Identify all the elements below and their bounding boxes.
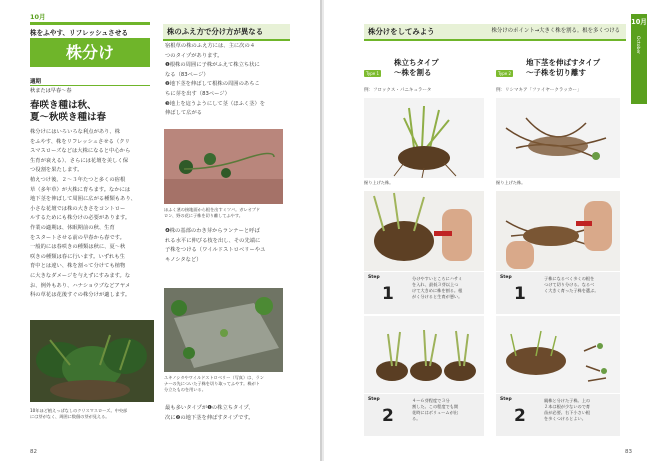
timing-label: 適期 (30, 77, 150, 86)
body-line: 生育が衰える）、さらには花壇を美しく保 (30, 157, 128, 164)
body-line: ❹株の基部のわき芽からランナーと呼ば (165, 228, 260, 234)
body-line: 植えつけ後、２～３年たつと多くの宿根 (30, 176, 126, 183)
body-line: ❷地下茎を伸ばして根株の周囲のあちこ (165, 81, 260, 88)
caption-line: 10年ほど植えっぱなしのクリスマスローズ。中央部 (30, 408, 128, 413)
type2-title-line-2: ～子株を切り離す (526, 68, 586, 77)
type1-header (364, 60, 490, 79)
body-line: 草（多年草）が大株に育ちます。なかには (30, 186, 131, 193)
left-page (0, 0, 322, 461)
type2-step1-photo (496, 191, 620, 271)
type2-example: 例：リシマキア「ファイヤークラッカー」 (496, 88, 582, 93)
step-number: 2 (514, 406, 526, 426)
type2-badge: Type 2 (498, 71, 512, 76)
section-title: 株分けをしてみよう (368, 27, 435, 36)
body-line: ルするためにも株分けの必要があります。 (30, 215, 131, 222)
page-number-left: 82 (30, 449, 37, 455)
body-line: 最も多いタイプが❶の株立ちタイプ、 (165, 405, 254, 411)
body-line: 宿根草の株のふえ方には、主に次の４ (165, 43, 256, 49)
christmas-rose-photo (30, 320, 154, 402)
right-section-heading (364, 24, 626, 41)
caption-line: ロン、野の花に子株を切り離してふやす。 (164, 213, 243, 218)
mitsuba-photo (164, 129, 283, 204)
caption-line: 分立たものを用いる。 (164, 387, 206, 392)
body-line: 地下茎を伸ばして周囲に広がる種類もあり、 (30, 196, 136, 203)
body-line: 科の草花は花後すぐの株分けが適します。 (30, 292, 131, 299)
body-line: 一般的には春咲きの種類は秋に、夏～秋 (30, 244, 126, 251)
month-tab-en: October (635, 36, 640, 55)
body-text-2 (165, 42, 291, 119)
title-rule (30, 22, 150, 25)
step-number: 1 (382, 284, 394, 304)
body-line: 子株をつける（ワイルドストロベリーやユ (165, 247, 266, 254)
type2-title-line-1: 地下茎を伸ばすタイプ (526, 58, 601, 67)
type1-dug-caption: 掘り上げた株。 (364, 180, 394, 185)
section-label: 株をふやす、リフレッシュさせる (30, 29, 128, 37)
caption-line: には芽がなく、周囲に数個の芽が見える。 (30, 414, 110, 419)
type1-badge: Type 1 (366, 71, 380, 76)
month-label: 10月 (30, 13, 46, 21)
type2-dug-caption: 掘り上げた株。 (496, 180, 526, 185)
body-line: をスタートさせる前の早春から春です。 (30, 234, 125, 241)
type1-dug-photo (364, 98, 484, 178)
body-text-1 (30, 128, 154, 301)
body-text-4 (165, 404, 291, 423)
body-line: ❶根株の周囲に子株がふえて株立ち状に (165, 62, 260, 69)
body-line: キノシタなど） (165, 256, 202, 263)
caption-line: ほふく茎の接地面から根を出すミツバ。ガレオプド (164, 207, 261, 212)
wild-strawberry-photo (164, 288, 283, 372)
body-line: お、例外もあり、ハナショウブなどアヤメ (30, 282, 131, 289)
body-line: 小さな花壇では株の大きさをコントロー (30, 205, 126, 212)
step-label: Step (500, 275, 512, 280)
body-line: をふやす、株をリフレッシュさせる（クリ (30, 138, 130, 145)
step-label: Step (368, 397, 380, 402)
month-tab (631, 14, 647, 104)
body-line: 育中とは違い、株を割って分けても植物 (30, 263, 126, 270)
step-number: 2 (382, 406, 394, 426)
body-line: れる水平に伸びる枝を出し、その先端に (165, 237, 261, 244)
body-line: ちに芽を出す（83ページ） (165, 90, 230, 97)
col2-heading: 株のふえ方で分け方が異なる (163, 24, 290, 41)
body-line: 次に❷の地下茎を伸ばすタイプです。 (165, 414, 254, 421)
type1-title-line-1: 株立ちタイプ (394, 58, 439, 67)
headline (30, 100, 106, 124)
body-line: つのタイプがあります。 (165, 52, 223, 59)
step-text: 分けやすいところにハサミ を入れ、最低３芽以上つ けて大きめに株を割る。根 がく分けると生育が悪い。 (412, 276, 463, 299)
type2-step1 (496, 272, 620, 314)
step-text: 親株と分けた子株。上の ２本は根が少ないので育 苗が必要。右下小さい根 を多くつけるとよい。 (544, 398, 591, 421)
photo-caption-1 (30, 408, 156, 420)
type1-step1 (364, 272, 484, 314)
step-text: 子株になるべく多くの根を つけて切り分ける。なるべ く大きく育った子株を選ぶ。 (544, 276, 599, 293)
type2-step2 (496, 394, 620, 436)
type1-example: 例：フロックス・パニキュラータ (364, 88, 432, 93)
step-label: Step (500, 397, 512, 402)
body-line: ❸地上を這うようにして茎（ほふく茎）を (165, 100, 266, 107)
photo-caption-3 (164, 375, 290, 393)
body-line: 作業の適期は、休眠期前の秋、生育 (30, 224, 115, 231)
type2-header (496, 60, 630, 79)
section-subheading: 株分けのポイント→大きく株を割る。根を多くつける (491, 28, 620, 34)
type1-step1-photo (364, 191, 484, 271)
type1-step2-photo (364, 316, 484, 393)
headline-line-1: 春咲き種は秋、 (30, 100, 97, 111)
step-label: Step (368, 275, 380, 280)
caption-line: ナーの先についた子株を切り取ってふやす。株がト (164, 381, 260, 386)
type1-title-line-2: ～株を割る (394, 68, 432, 77)
month-tab-label: 10月 (631, 18, 647, 26)
headline-line-2: 夏～秋咲き種は春 (30, 112, 107, 123)
body-text-3 (165, 227, 291, 265)
step-text: ４～６芽程度で３分 割した。この程度でも開 花時にはボリュームが出 る。 (412, 398, 459, 421)
body-line: なる（83ページ） (165, 71, 209, 78)
body-line: スマスローズなどは大株になると中心から (30, 148, 131, 155)
caption-line: ユキノシタやワイルドストロベリー（写真）は、ラン (164, 375, 264, 380)
body-line: 株分けにはいろいろな利点があり、株 (30, 129, 121, 135)
photo-caption-2 (164, 207, 288, 219)
timing-value: 秋または早春～春 (30, 88, 72, 94)
body-line: 咲きの種類は春に行います。いずれも生 (30, 253, 125, 260)
body-line: に大きなダメージを与えずにすみます。な (30, 272, 131, 279)
type2-dug-photo (496, 98, 620, 178)
page-number-right: 83 (625, 449, 632, 455)
right-page (324, 0, 650, 461)
body-line: つ役割を果たします。 (30, 167, 83, 174)
type2-step2-photo (496, 316, 620, 393)
type1-step2 (364, 394, 484, 436)
step-number: 1 (514, 284, 526, 304)
body-line: 伸ばして広がる (165, 110, 203, 117)
page-title: 株分け (30, 38, 150, 67)
